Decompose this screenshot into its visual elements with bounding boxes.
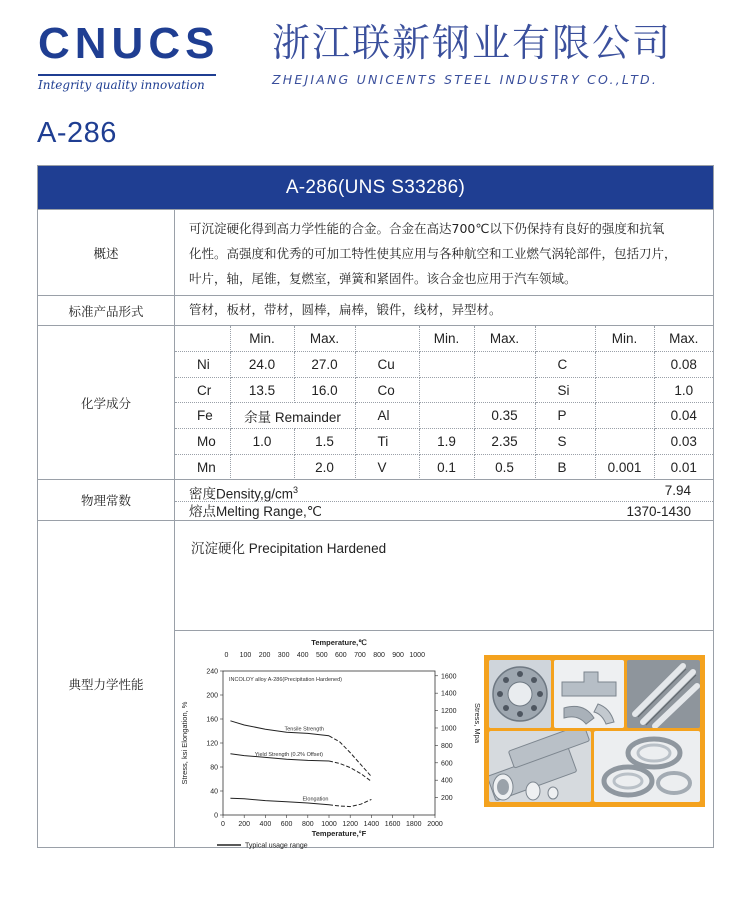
chemistry-element: Cu: [355, 352, 419, 378]
chart-y-tick-label: 40: [210, 788, 218, 796]
chemistry-element: Al: [355, 403, 419, 429]
chart-x-tick-label: 200: [238, 821, 251, 828]
chemistry-min-value: 1.0: [230, 429, 294, 455]
chemistry-min-value: [419, 352, 474, 378]
mechanical-label: 典型力学性能: [38, 521, 175, 847]
strength-chart-svg: [177, 633, 487, 851]
overview-text: [175, 210, 713, 295]
company-name-cn: 浙江联新钢业有限公司: [272, 21, 673, 65]
chart-y-tick-label: 80: [210, 764, 218, 772]
density-label: 密度$Density,g/cm^3$: [189, 485, 299, 502]
chemistry-element: Fe: [175, 403, 230, 429]
chemistry-min-value: 13.5: [230, 377, 294, 403]
chart-top-axis-label: Temperature,℃: [311, 638, 367, 647]
chart-top-tick-label: 900: [392, 652, 404, 659]
chemistry-max-value: 27.0: [294, 352, 355, 378]
physical-body: [175, 480, 713, 520]
chemistry-min-header: Min.: [230, 326, 294, 352]
chart-y-tick-label: 200: [206, 692, 218, 700]
chart-series-label: Tensile Strength: [284, 726, 324, 733]
forms-text: 管材，板材，带材，圆棒，扁棒，锻件，线材，异型材。: [189, 302, 502, 317]
chemistry-row-entry: [175, 352, 713, 378]
chart-top-tick-label: 600: [335, 652, 347, 659]
chart-x-tick-label: 400: [259, 821, 272, 828]
chart-y2-tick-label: 1600: [441, 673, 457, 681]
pipe-fitting-photo: [554, 660, 624, 728]
chemistry-element: C: [535, 352, 595, 378]
forms-row: [38, 295, 713, 325]
chemistry-min-header: Min.: [419, 326, 474, 352]
chart-x-tick-label: 1400: [363, 821, 380, 828]
chart-title: INCOLOY alloy A-286(Precipitation Hardened): [229, 677, 343, 683]
round-bar-icon: [627, 660, 700, 728]
coil-photo: [594, 731, 700, 802]
chemistry-min-value: [230, 454, 294, 480]
chart-top-tick-label: 700: [354, 652, 366, 659]
chemistry-header-row: [175, 326, 713, 352]
mechanical-body: [175, 521, 713, 850]
chemistry-min-header: Min.: [595, 326, 654, 352]
chemistry-min-value: 1.9: [419, 429, 474, 455]
chemistry-max-value: [474, 352, 535, 378]
chemistry-element-header: [355, 326, 419, 352]
overview-row: [38, 209, 713, 295]
chart-top-tick-label: 800: [373, 652, 385, 659]
chemistry-element: Co: [355, 377, 419, 403]
chart-x-tick-label: 1200: [342, 821, 358, 828]
spec-table-heading: A-286(UNS S33286): [38, 166, 713, 209]
chemistry-element: V: [355, 454, 419, 480]
chart-y2-tick-label: 200: [441, 795, 453, 803]
chart-series-label: Yield Strength (0.2% Offset): [254, 752, 323, 759]
chemistry-element-header: [175, 326, 230, 352]
physical-label: 物理常数: [38, 480, 175, 520]
flange-photo: [489, 660, 551, 728]
chart-legend-label: Typical usage range: [245, 842, 308, 850]
chemistry-row-entry: [175, 403, 713, 429]
chemistry-min-value: [595, 377, 654, 403]
chemistry-max-value: 2.35: [474, 429, 535, 455]
logo-tagline: Integrity quality innovation: [38, 78, 205, 92]
chemistry-label: 化学成分: [38, 326, 175, 479]
product-photo-panel: [484, 655, 705, 807]
steel-tube-icon: [489, 731, 591, 802]
chart-top-tick-label: 100: [239, 652, 252, 659]
chart-series-label: Elongation: [302, 796, 329, 803]
chemistry-remainder: 余量 Remainder: [230, 403, 355, 429]
chemistry-min-value: [419, 403, 474, 429]
chemistry-element: Mn: [175, 454, 230, 480]
chemistry-max-value: 0.5: [474, 454, 535, 480]
chemistry-element: Cr: [175, 377, 230, 403]
chart-top-tick-label: 1000: [409, 652, 425, 659]
chart-top-tick-label: 0: [224, 652, 229, 659]
chart-top-tick-label: 200: [258, 652, 271, 659]
chemistry-max-value: 0.35: [474, 403, 535, 429]
chemistry-min-value: [595, 429, 654, 455]
mechanical-condition: 沉淀硬化 Precipitation Hardened: [191, 541, 387, 556]
overview-label: 概述: [38, 210, 175, 295]
overview-line: 可沉淀硬化得到高力学性能的合金。合金在高达700℃以下仍保持有良好的强度和抗氧: [189, 221, 665, 236]
overview-line: 叶片，轴，尾锥，复燃室，弹簧和紧固件。该合金也应用于汽车领域。: [189, 271, 577, 286]
chart-y-axis-label: Stress, ksi Elongation, %: [180, 701, 189, 785]
density-line: [175, 480, 713, 501]
chemistry-element: S: [535, 429, 595, 455]
forms-label: 标准产品形式: [38, 296, 175, 325]
melting-line: [175, 501, 713, 522]
chemistry-row-entry: [175, 377, 713, 403]
chart-y2-tick-label: 400: [441, 777, 453, 785]
chart-x-tick-label: 800: [301, 821, 314, 828]
chart-plot-frame: [223, 671, 435, 815]
chemistry-max-value: 0.08: [654, 352, 713, 378]
chemistry-max-value: 1.0: [654, 377, 713, 403]
chart-y2-tick-label: 1400: [441, 690, 457, 698]
chemistry-body: [175, 326, 713, 479]
pipe-fitting-icon: [554, 660, 624, 728]
spec-table: [37, 165, 714, 848]
chart-x-tick-label: 2000: [427, 821, 443, 828]
chart-y2-axis-label: Stress, Mpa: [473, 702, 482, 744]
chemistry-max-value: 16.0: [294, 377, 355, 403]
steel-tube-photo: [489, 731, 591, 802]
chart-top-tick-label: 500: [315, 652, 328, 659]
company-name-en: ZHEJIANG UNICENTS STEEL INDUSTRY CO.,LTD.: [272, 72, 659, 87]
chemistry-max-value: 0.01: [654, 454, 713, 480]
chemistry-min-value: 24.0: [230, 352, 294, 378]
chart-y2-tick-label: 600: [441, 760, 453, 768]
chemistry-element: P: [535, 403, 595, 429]
physical-row: [38, 479, 713, 520]
chart-top-tick-label: 300: [277, 652, 290, 659]
chemistry-min-value: [595, 352, 654, 378]
chart-y-tick-label: 160: [206, 716, 218, 724]
flange-icon: [489, 660, 551, 728]
chart-y-tick-label: 0: [214, 812, 218, 820]
chemistry-min-value: [595, 403, 654, 429]
melting-value: 1370-1430: [626, 504, 691, 519]
chart-x-tick-label: 600: [280, 821, 293, 828]
chemistry-min-value: 0.1: [419, 454, 474, 480]
chart-y2-tick-label: 800: [441, 742, 453, 750]
chart-x-tick-label: 1600: [384, 821, 401, 828]
chemistry-max-header: Max.: [294, 326, 355, 352]
company-name-block: [272, 20, 722, 87]
chemistry-element: Ti: [355, 429, 419, 455]
logo-wordmark: CNUCS: [38, 19, 220, 68]
logo-rule: [38, 74, 216, 76]
chart-x-axis-label: Temperature,°F: [311, 829, 367, 838]
chart-y-tick-label: 240: [206, 668, 218, 676]
chart-x-tick-label: 1800: [406, 821, 422, 828]
grade-title: A-286: [37, 117, 117, 149]
chemistry-row-entry: [175, 429, 713, 455]
company-logo: [38, 20, 228, 100]
chemistry-max-value: 1.5: [294, 429, 355, 455]
chemistry-row-entry: [175, 454, 713, 480]
chart-y2-tick-label: 1200: [441, 708, 457, 716]
chart-y2-tick-label: 1000: [441, 725, 457, 733]
coil-icon: [594, 731, 700, 802]
chart-x-tick-label: 1000: [321, 821, 337, 828]
chemistry-max-header: Max.: [474, 326, 535, 352]
chemistry-max-value: 2.0: [294, 454, 355, 480]
density-value: 7.94: [664, 483, 691, 498]
melting-label: 熔点Melting Range,℃: [189, 504, 322, 519]
round-bar-photo: [627, 660, 700, 728]
overview-line: 化性。高强度和优秀的可加工特性使其应用与各种航空和工业燃气涡轮部件，包括刀片，: [189, 246, 677, 261]
strength-chart: [177, 633, 487, 851]
chemistry-element: Ni: [175, 352, 230, 378]
chemistry-min-value: 0.001: [595, 454, 654, 480]
chemistry-max-value: 0.03: [654, 429, 713, 455]
chemistry-row: [38, 325, 713, 479]
chemistry-max-value: [474, 377, 535, 403]
chemistry-element-header: [535, 326, 595, 352]
chemistry-element: B: [535, 454, 595, 480]
chemistry-element: Mo: [175, 429, 230, 455]
mechanical-divider: [175, 630, 713, 631]
chemistry-max-header: Max.: [654, 326, 713, 352]
mechanical-row: [38, 520, 713, 850]
chemistry-min-value: [419, 377, 474, 403]
chart-top-tick-label: 400: [296, 652, 309, 659]
chemistry-element: Si: [535, 377, 595, 403]
chemistry-max-value: 0.04: [654, 403, 713, 429]
chart-y-tick-label: 120: [206, 740, 218, 748]
chart-x-tick-label: 0: [221, 821, 225, 828]
chemistry-grid: [175, 326, 713, 480]
